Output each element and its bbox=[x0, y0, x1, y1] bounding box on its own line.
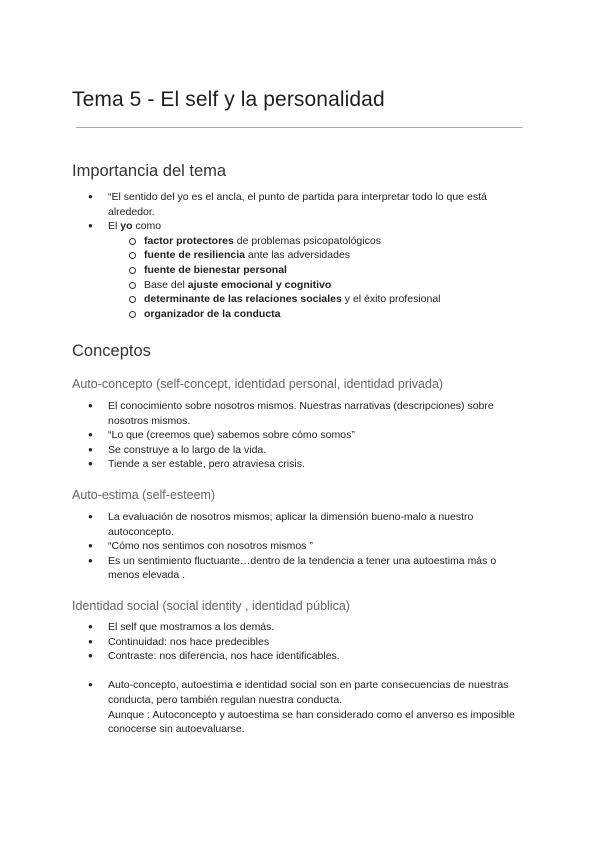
list-item bbox=[88, 678, 528, 736]
list-item bbox=[88, 399, 528, 428]
list-item bbox=[88, 510, 528, 539]
sub-item-bold: fuente de bienestar personal bbox=[144, 263, 287, 276]
sub-list-item bbox=[108, 307, 528, 322]
autoconcepto-list bbox=[88, 399, 528, 472]
sub-item-bold: fuente de resiliencia bbox=[144, 249, 245, 262]
title-divider bbox=[76, 127, 523, 128]
sub-item-rest: ante las adversidades bbox=[244, 249, 351, 262]
autoconcepto-item: Tiende a ser estable, pero atraviesa crisis. bbox=[108, 458, 305, 471]
autoestima-item: “Cómo nos sentimos con nosotros mismos ” bbox=[108, 540, 313, 553]
sub-list-item bbox=[108, 248, 528, 263]
autoconcepto-item: “Lo que (creemos que) sabemos sobre cómo somos” bbox=[108, 429, 355, 442]
sub-item-bold: ajuste emocional y cognitivo bbox=[187, 278, 332, 291]
heading-identidad-social: Identidad social (social identity , identidad pública) bbox=[72, 599, 350, 613]
list-item bbox=[88, 428, 528, 443]
sub-item-pre: Base del bbox=[144, 278, 188, 291]
list-item bbox=[88, 554, 528, 583]
document-title: Tema 5 - El self y la personalidad bbox=[72, 88, 385, 111]
identidad-final-item: ● Auto-concepto, autoestima e identidad social son en parte consecuencias de nuestras conducta, pero también regulan nuestra conducta. bbox=[108, 679, 509, 706]
importancia-bullet-2-bold: yo bbox=[120, 220, 133, 233]
sub-item-bold: factor protectores bbox=[144, 234, 234, 247]
importancia-sublist bbox=[108, 234, 528, 322]
heading-autoconcepto: Auto-concepto (self-concept, identidad personal, identidad privada) bbox=[72, 377, 444, 391]
list-item bbox=[88, 443, 528, 458]
sub-item-bold: organizador de la conducta bbox=[144, 307, 281, 320]
identidad-item: El self que mostramos a los demás. bbox=[108, 621, 275, 633]
sub-list-item bbox=[108, 278, 528, 293]
list-item bbox=[88, 457, 528, 472]
autoestima-item: La evaluación de nosotros mismos; aplicar la dimensión bueno-malo a nuestro autoconcepto. bbox=[108, 511, 474, 538]
autoestima-item: Es un sentimiento fluctuante…dentro de la tendencia a tener una autoestima más o menos elevada . bbox=[108, 554, 497, 582]
autoconcepto-item: El conocimiento sobre nosotros mismos. Nuestras narrativas (descripciones) sobre nosotros mismos. bbox=[108, 400, 494, 427]
list-item bbox=[88, 635, 528, 650]
importancia-bullet-2-post: como bbox=[132, 220, 162, 233]
autoestima-list bbox=[88, 510, 528, 583]
sub-item-rest: y el éxito profesional bbox=[341, 293, 441, 306]
list-item bbox=[88, 219, 528, 321]
sub-list-item bbox=[108, 292, 528, 307]
sub-list-item bbox=[108, 234, 528, 249]
heading-importancia: Importancia del tema bbox=[72, 162, 227, 180]
list-item bbox=[88, 620, 528, 635]
list-item bbox=[88, 539, 528, 554]
identidad-final-note: Aunque : Autoconcepto y autoestima se han considerado como el anverso es imposible conocerse sin autoevaluarse. bbox=[108, 708, 515, 736]
identidad-item: Contraste: nos diferencia, nos hace identificables. bbox=[108, 650, 340, 663]
list-item bbox=[88, 649, 528, 664]
sub-item-bold: determinante de las relaciones sociales bbox=[144, 293, 342, 306]
autoconcepto-item: Se construye a lo largo de la vida. bbox=[108, 443, 267, 456]
sub-list-item bbox=[108, 263, 528, 278]
importancia-bullet-2-pre: El bbox=[108, 220, 121, 233]
importancia-bullet-1: “El sentido del yo es el ancla, el punto de partida para interpretar todo lo que está alrededor. bbox=[108, 191, 487, 218]
heading-conceptos: Conceptos bbox=[72, 342, 151, 360]
importancia-list bbox=[88, 190, 528, 321]
sub-item-rest: de problemas psicopatológicos bbox=[233, 234, 381, 247]
heading-autoestima: Auto-estima (self-esteem) bbox=[72, 488, 216, 502]
list-item bbox=[88, 190, 528, 219]
identidad-item: Continuidad: nos hace predecibles bbox=[108, 635, 270, 648]
identidad-list bbox=[88, 620, 528, 737]
